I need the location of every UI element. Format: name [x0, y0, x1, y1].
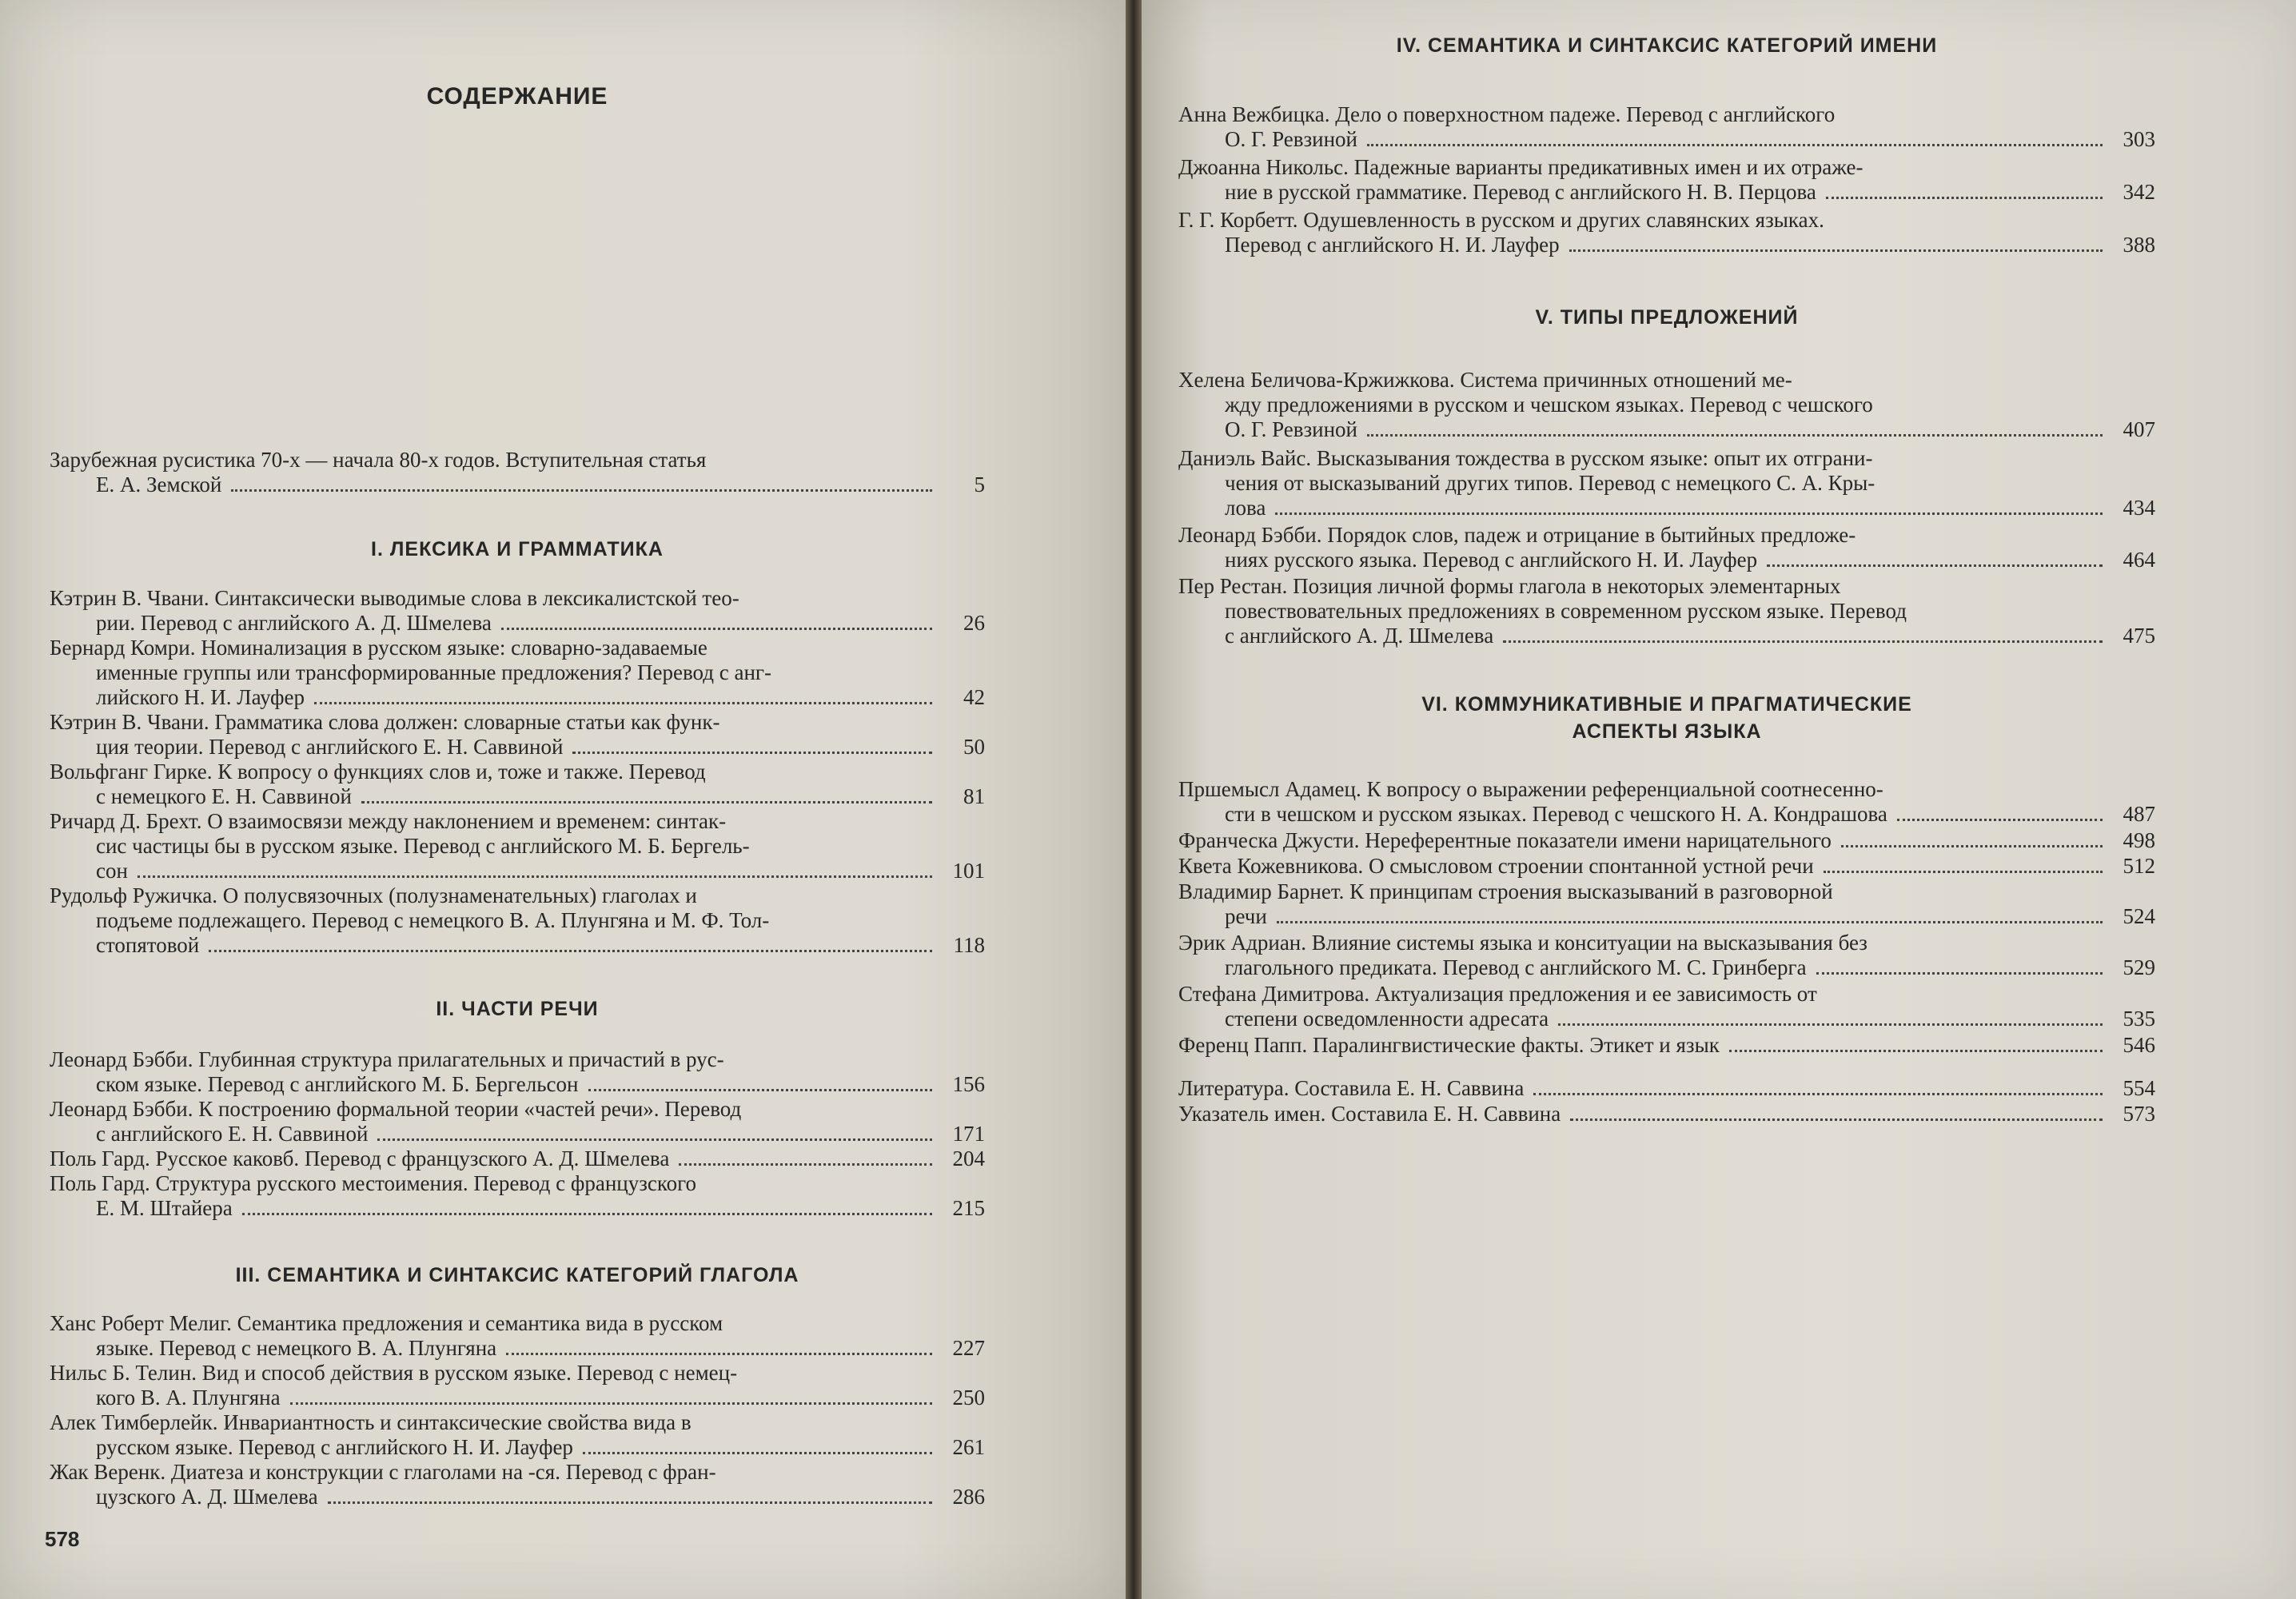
leader-dots: [209, 950, 932, 952]
toc-entry: [50, 809, 985, 883]
page-ref: 286: [952, 1485, 985, 1509]
leader-dots: [506, 1353, 932, 1355]
toc-entry: [1178, 523, 2155, 572]
entry-line: Вольфганг Гирке. К вопросу о функциях слов и, тоже и также. Перевод: [50, 760, 706, 784]
entry-line: Пршемысл Адамец. К вопросу о выражении референциальной соотнесенно-: [1178, 777, 1883, 801]
toc-entry: [1178, 879, 2155, 929]
leader-dots: [572, 752, 932, 754]
entry-line: Хелена Беличова-Кржижкова. Система причинных отношений ме-: [1178, 368, 1792, 392]
entry-line: Ричард Д. Брехт. О взаимосвязи между наклонением и временем: синтак-: [50, 809, 727, 833]
toc-entry: [1178, 828, 2155, 853]
toc-entry: [50, 586, 985, 636]
section-heading: III. СЕМАНТИКА И СИНТАКСИС КАТЕГОРИЙ ГЛАГОЛА: [235, 1264, 799, 1286]
entry-line: чения от высказываний других типов. Перевод с немецкого С. А. Кры-: [1225, 471, 1875, 495]
entry-line: рии. Перевод с английского А. Д. Шмелева: [96, 611, 492, 635]
section-heading-line: VI. КОММУНИКАТИВНЫЕ И ПРАГМАТИЧЕСКИЕ: [1421, 693, 1912, 716]
entry-line: Поль Гард. Русское каковб. Перевод с французского А. Д. Шмелева: [50, 1146, 670, 1170]
entry-line: Франческа Джусти. Нереферентные показатели имени нарицательного: [1178, 828, 1832, 852]
entry-line: ском языке. Перевод с английского М. Б. Бергельсон: [96, 1072, 579, 1096]
page-ref: 118: [953, 933, 985, 957]
page-ref: 261: [952, 1435, 985, 1459]
toc-entry: [50, 1097, 985, 1146]
leader-dots: [588, 1089, 933, 1091]
entry-line: Леонард Бэбби. Глубинная структура прилагательных и причастий в рус-: [50, 1047, 724, 1071]
page-ref: 535: [2123, 1007, 2155, 1031]
leader-dots: [1841, 845, 2103, 847]
entry-line: сти в чешском и русском языках. Перевод с чешского Н. А. Кондрашова: [1225, 802, 1887, 826]
toc-entry: [50, 1361, 985, 1410]
entry-line: Е. М. Штайера: [96, 1196, 233, 1220]
entry-line: Поль Гард. Структура русского местоимения. Перевод с французского: [50, 1171, 697, 1195]
page-ref: 81: [963, 784, 985, 808]
leader-dots: [1367, 144, 2103, 146]
page-ref: 26: [963, 611, 985, 635]
entry-line: подъеме подлежащего. Перевод с немецкого В. А. Плунгяна и М. Ф. Тол-: [96, 908, 770, 932]
entry-line: Г. Г. Корбетт. Одушевленность в русском и других славянских языках.: [1178, 208, 1824, 232]
entry-line: Даниэль Вайс. Высказывания тождества в русском языке: опыт их отграни-: [1178, 446, 1873, 470]
page-ref: 50: [963, 735, 985, 759]
toc-entry: [50, 448, 985, 497]
page-ref: 524: [2123, 904, 2155, 928]
entry-line: ция теории. Перевод с английского Е. Н. Саввиной: [96, 735, 564, 759]
toc-entry: [50, 636, 985, 710]
entry-line: Владимир Барнет. К принципам строения высказываний в разговорной: [1178, 879, 1833, 903]
toc-entry: [50, 883, 985, 958]
entry-line: Ханс Роберт Мелиг. Семантика предложения и семантика вида в русском: [50, 1311, 723, 1335]
toc-entry: [1178, 931, 2155, 980]
entry-line: ниях русского языка. Перевод с английского Н. И. Лауфер: [1225, 548, 1758, 572]
entry-line: Джоанна Никольс. Падежные варианты предикативных имен и их отраже-: [1178, 155, 1864, 179]
entry-line: повествовательных предложениях в современном русском языке. Перевод: [1225, 599, 1907, 623]
entry-line: Ференц Папп. Паралингвистические факты. Этикет и язык: [1178, 1033, 1720, 1057]
entry-line: русском языке. Перевод с английского Н. И. Лауфер: [96, 1435, 573, 1459]
left-page: [0, 0, 1126, 1599]
page-ref: 250: [952, 1386, 985, 1410]
entry-line: Квета Кожевникова. О смысловом строении спонтанной устной речи: [1178, 854, 1814, 878]
entry-line: Жак Веренк. Диатеза и конструкции с глаголами на -ся. Перевод с фран-: [50, 1460, 716, 1484]
entry-line: сон: [96, 859, 128, 883]
book-gutter: [1126, 0, 1142, 1599]
entry-line: Пер Рестан. Позиция личной формы глагола в некоторых элементарных: [1178, 574, 1841, 598]
entry-line: Нильс Б. Телин. Вид и способ действия в русском языке. Перевод с немец-: [50, 1361, 738, 1385]
page-ref: 529: [2123, 955, 2155, 979]
toc-entry: [1178, 982, 2155, 1031]
entry-line: Зарубежная русистика 70-х — начала 80-х годов. Вступительная статья: [50, 448, 707, 472]
toc-entry: [50, 1047, 985, 1097]
leader-dots: [1767, 564, 2103, 567]
entry-line: цузского А. Д. Шмелева: [96, 1485, 318, 1509]
page-ref: 101: [952, 859, 985, 883]
page-ref: 434: [2123, 496, 2155, 520]
entry-line: жду предложениями в русском и чешском языках. Перевод с чешского: [1225, 393, 1873, 417]
toc-entry: [1178, 368, 2155, 442]
toc-entry: [50, 1171, 985, 1221]
toc-entry: [1178, 854, 2155, 879]
toc-entry: [1178, 208, 2155, 257]
toc-entry: [1178, 102, 2155, 152]
entry-line: Е. А. Земской: [96, 473, 222, 496]
leader-dots: [583, 1452, 932, 1454]
entry-line: Литература. Составила Е. Н. Саввина: [1178, 1076, 1525, 1100]
section-heading: [1178, 691, 2155, 745]
leader-dots: [314, 702, 932, 704]
entry-line: Кэтрин В. Чвани. Грамматика слова должен: словарные статьи как функ-: [50, 710, 720, 734]
section-heading: II. ЧАСТИ РЕЧИ: [436, 998, 599, 1020]
entry-line: с английского А. Д. Шмелева: [1225, 624, 1494, 648]
entry-line: лийского Н. И. Лауфер: [96, 685, 305, 709]
entry-line: Леонард Бэбби. Порядок слов, падеж и отрицание в бытийных предложе-: [1178, 523, 1856, 547]
entry-line: О. Г. Ревзиной: [1225, 127, 1357, 151]
toc-entry: [50, 710, 985, 760]
entry-line: Леонард Бэбби. К построению формальной теории «частей речи». Перевод: [50, 1097, 742, 1121]
page-ref: 573: [2123, 1102, 2155, 1126]
entry-line: кого В. А. Плунгяна: [96, 1386, 281, 1410]
entry-line: речи: [1225, 904, 1267, 928]
leader-dots: [1367, 434, 2103, 437]
page-ref: 42: [963, 685, 985, 709]
entry-line: Анна Вежбицка. Дело о поверхностном падеже. Перевод с английского: [1178, 102, 1836, 126]
entry-line: О. Г. Ревзиной: [1225, 417, 1357, 441]
leader-dots: [231, 489, 932, 492]
leader-dots: [1533, 1093, 2103, 1095]
leader-dots: [679, 1163, 932, 1166]
section-heading: I. ЛЕКСИКА И ГРАММАТИКА: [371, 538, 664, 560]
entry-line: языке. Перевод с немецкого В. А. Плунгяна: [96, 1336, 497, 1360]
page-ref: 464: [2123, 548, 2155, 572]
page-ref: 5: [974, 473, 985, 496]
toc-entry: [1178, 1102, 2155, 1126]
toc-entry: [50, 1410, 985, 1460]
leader-dots: [138, 875, 932, 878]
leader-dots: [1558, 1023, 2103, 1026]
toc-entry: [50, 1311, 985, 1361]
entry-line: степени осведомленности адресата: [1225, 1007, 1549, 1031]
leader-dots: [377, 1138, 932, 1141]
page-ref: 303: [2123, 127, 2155, 151]
toc-entry: [50, 760, 985, 809]
leader-dots: [1729, 1050, 2103, 1052]
entry-line: Рудольф Ружичка. О полусвязочных (полузнаменательных) глаголах и: [50, 883, 697, 907]
entry-line: глагольного предиката. Перевод с английского М. С. Гринберга: [1225, 955, 1807, 979]
toc-entry: [1178, 574, 2155, 648]
toc-entry: [1178, 155, 2155, 205]
section-heading: V. ТИПЫ ПРЕДЛОЖЕНИЙ: [1535, 306, 1799, 329]
page-ref: 546: [2123, 1033, 2155, 1057]
leader-dots: [501, 628, 932, 630]
entry-line: Стефана Димитрова. Актуализация предложения и ее зависимость от: [1178, 982, 1817, 1006]
entry-line: Эрик Адриан. Влияние системы языка и конситуации на высказывания без: [1178, 931, 1867, 955]
toc-entry: [1178, 777, 2155, 827]
toc-entry: [1178, 1033, 2155, 1058]
leader-dots: [1816, 972, 2103, 975]
entry-line: Бернард Комри. Номинализация в русском языке: словарно-задаваемые: [50, 636, 708, 660]
entry-line: сис частицы бы в русском языке. Перевод с английского М. Б. Бергель-: [96, 834, 750, 858]
leader-dots: [328, 1501, 932, 1504]
entry-line: с немецкого Е. Н. Саввиной: [96, 784, 352, 808]
page-ref: 498: [2123, 828, 2155, 852]
leader-dots: [1824, 871, 2103, 873]
page-number: 578: [45, 1527, 80, 1551]
page-ref: 171: [952, 1122, 985, 1146]
entry-line: ние в русской грамматике. Перевод с английского Н. В. Перцова: [1225, 180, 1816, 204]
leader-dots: [290, 1402, 932, 1405]
toc-entry: [1178, 1076, 2155, 1101]
entry-line: лова: [1225, 496, 1266, 520]
right-page: [1142, 0, 2296, 1599]
entry-line: Алек Тимберлейк. Инвариантность и синтаксические свойства вида в: [50, 1410, 692, 1434]
page-ref: 407: [2123, 417, 2155, 441]
leader-dots: [1503, 640, 2103, 643]
leader-dots: [1897, 819, 2103, 821]
toc-entry: [1178, 446, 2155, 520]
leader-dots: [1570, 1119, 2103, 1121]
section-heading-line: АСПЕКТЫ ЯЗЫКА: [1572, 720, 1762, 743]
section-heading: IV. СЕМАНТИКА И СИНТАКСИС КАТЕГОРИЙ ИМЕНИ: [1396, 34, 1938, 57]
page-ref: 388: [2123, 233, 2155, 257]
leader-dots: [361, 801, 932, 803]
page-ref: 512: [2123, 854, 2155, 878]
page-ref: 204: [952, 1146, 985, 1170]
toc-entry: [50, 1460, 985, 1509]
page-ref: 554: [2123, 1076, 2155, 1100]
leader-dots: [1569, 249, 2103, 252]
entry-line: Кэтрин В. Чвани. Синтаксически выводимые слова в лексикалистской тео-: [50, 586, 739, 610]
entry-line: именные группы или трансформированные предложения? Перевод с анг-: [96, 660, 771, 684]
page-ref: 227: [952, 1336, 985, 1360]
page-ref: 475: [2123, 624, 2155, 648]
contents-title: СОДЕРЖАНИЕ: [426, 83, 608, 110]
toc-entry: [50, 1146, 985, 1171]
entry-line: с английского Е. Н. Саввиной: [96, 1122, 369, 1146]
leader-dots: [1826, 197, 2103, 199]
page-ref: 156: [952, 1072, 985, 1096]
page-ref: 215: [952, 1196, 985, 1220]
leader-dots: [1277, 921, 2103, 923]
page-ref: 342: [2123, 180, 2155, 204]
entry-line: Указатель имен. Составила Е. Н. Саввина: [1178, 1102, 1561, 1126]
page-ref: 487: [2123, 802, 2155, 826]
leader-dots: [242, 1213, 932, 1215]
entry-line: стопятовой: [96, 933, 200, 957]
entry-line: Перевод с английского Н. И. Лауфер: [1225, 233, 1560, 257]
leader-dots: [1275, 512, 2103, 515]
